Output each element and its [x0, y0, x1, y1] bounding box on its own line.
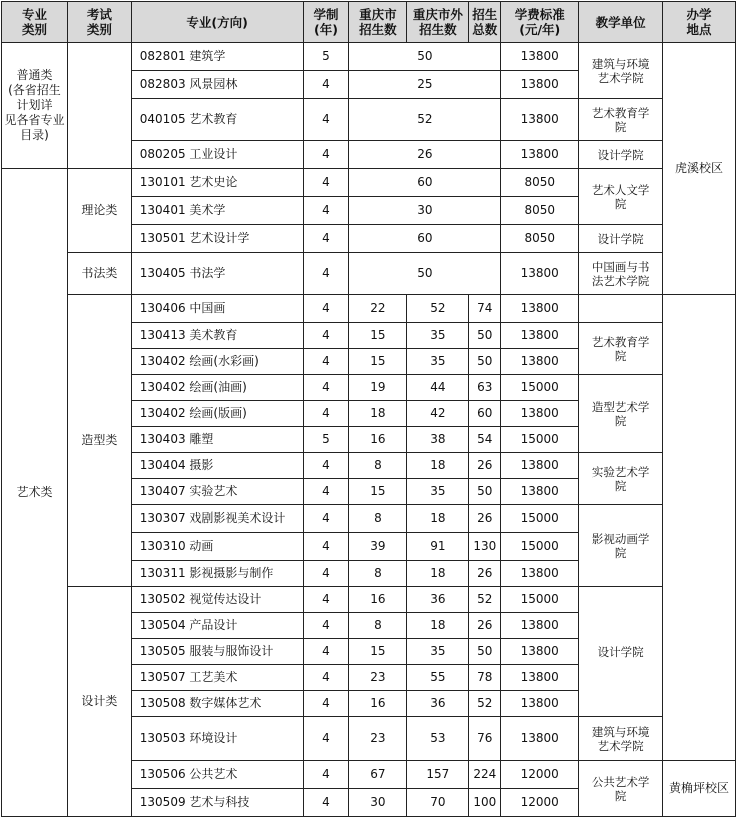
header-exam: 考试 类别 [67, 2, 131, 43]
outside-count-cell: 36 [407, 691, 469, 717]
major-cell: 130503 环境设计 [131, 717, 303, 761]
cq-count-cell: 19 [349, 375, 407, 401]
major-cell: 080205 工业设计 [131, 141, 303, 169]
years-cell: 4 [303, 225, 349, 253]
major-cell: 130311 影视摄影与制作 [131, 561, 303, 587]
campus-huangjueping: 黄桷坪校区 [663, 761, 736, 817]
total-count-cell: 26 [469, 561, 501, 587]
fee-cell: 13800 [501, 665, 579, 691]
cq-count-cell: 30 [349, 789, 407, 817]
cq-count-cell: 23 [349, 717, 407, 761]
fee-cell: 13800 [501, 639, 579, 665]
total-count-cell: 63 [469, 375, 501, 401]
outside-count-cell: 70 [407, 789, 469, 817]
total-count-cell: 76 [469, 717, 501, 761]
major-cell: 130307 戏剧影视美术设计 [131, 505, 303, 533]
enrollment-merged-cell: 30 [349, 197, 501, 225]
years-cell: 4 [303, 295, 349, 323]
years-cell: 4 [303, 665, 349, 691]
table-row [2, 253, 736, 295]
exam-theory: 理论类 [67, 169, 131, 253]
years-cell: 4 [303, 533, 349, 561]
cq-count-cell: 23 [349, 665, 407, 691]
fee-cell: 13800 [501, 691, 579, 717]
major-cell: 130403 雕塑 [131, 427, 303, 453]
years-cell: 4 [303, 349, 349, 375]
outside-count-cell: 55 [407, 665, 469, 691]
fee-cell: 13800 [501, 295, 579, 323]
fee-cell: 13800 [501, 141, 579, 169]
outside-count-cell: 52 [407, 295, 469, 323]
outside-count-cell: 18 [407, 561, 469, 587]
header-major: 专业(方向) [131, 2, 303, 43]
cq-count-cell: 15 [349, 639, 407, 665]
major-cell: 130509 艺术与科技 [131, 789, 303, 817]
unit-cell: 实验艺术学 院 [579, 453, 663, 505]
cq-count-cell: 15 [349, 479, 407, 505]
header-category: 专业 类别 [2, 2, 68, 43]
major-cell: 130402 绘画(水彩画) [131, 349, 303, 375]
fee-cell: 13800 [501, 453, 579, 479]
fee-cell: 13800 [501, 71, 579, 99]
total-count-cell: 50 [469, 479, 501, 505]
total-count-cell: 60 [469, 401, 501, 427]
years-cell: 4 [303, 613, 349, 639]
fee-cell: 13800 [501, 613, 579, 639]
enrollment-merged-cell: 26 [349, 141, 501, 169]
major-cell: 130413 美术教育 [131, 323, 303, 349]
total-count-cell: 26 [469, 453, 501, 479]
fee-cell: 15000 [501, 505, 579, 533]
cq-count-cell: 8 [349, 453, 407, 479]
cq-count-cell: 15 [349, 323, 407, 349]
fee-cell: 8050 [501, 225, 579, 253]
campus-empty [663, 295, 736, 761]
unit-cell: 艺术人文学 院 [579, 169, 663, 225]
fee-cell: 15000 [501, 427, 579, 453]
table-row [2, 43, 736, 71]
campus-huxi: 虎溪校区 [663, 43, 736, 295]
header-total: 招生 总数 [469, 2, 501, 43]
years-cell: 4 [303, 479, 349, 505]
fee-cell: 8050 [501, 197, 579, 225]
major-cell: 130506 公共艺术 [131, 761, 303, 789]
major-cell: 130101 艺术史论 [131, 169, 303, 197]
outside-count-cell: 157 [407, 761, 469, 789]
fee-cell: 13800 [501, 253, 579, 295]
fee-cell: 12000 [501, 761, 579, 789]
years-cell: 4 [303, 453, 349, 479]
years-cell: 4 [303, 71, 349, 99]
total-count-cell: 26 [469, 505, 501, 533]
outside-count-cell: 18 [407, 453, 469, 479]
outside-count-cell: 35 [407, 639, 469, 665]
total-count-cell: 50 [469, 639, 501, 665]
total-count-cell: 100 [469, 789, 501, 817]
fee-cell: 15000 [501, 375, 579, 401]
major-cell: 040105 艺术教育 [131, 99, 303, 141]
exam-empty [67, 43, 131, 169]
years-cell: 4 [303, 253, 349, 295]
fee-cell: 13800 [501, 401, 579, 427]
years-cell: 4 [303, 375, 349, 401]
outside-count-cell: 44 [407, 375, 469, 401]
exam-calligraphy: 书法类 [67, 253, 131, 295]
years-cell: 4 [303, 691, 349, 717]
category-art: 艺术类 [2, 169, 68, 817]
unit-cell [579, 295, 663, 323]
years-cell: 4 [303, 323, 349, 349]
exam-design: 设计类 [67, 587, 131, 817]
outside-count-cell: 53 [407, 717, 469, 761]
years-cell: 5 [303, 427, 349, 453]
major-cell: 130310 动画 [131, 533, 303, 561]
header-cq: 重庆市 招生数 [349, 2, 407, 43]
years-cell: 5 [303, 43, 349, 71]
years-cell: 4 [303, 169, 349, 197]
outside-count-cell: 18 [407, 505, 469, 533]
fee-cell: 13800 [501, 43, 579, 71]
total-count-cell: 130 [469, 533, 501, 561]
unit-cell: 造型艺术学 院 [579, 375, 663, 453]
major-cell: 130406 中国画 [131, 295, 303, 323]
total-count-cell: 52 [469, 587, 501, 613]
major-cell: 130501 艺术设计学 [131, 225, 303, 253]
outside-count-cell: 35 [407, 323, 469, 349]
table-row [2, 169, 736, 197]
cq-count-cell: 67 [349, 761, 407, 789]
cq-count-cell: 15 [349, 349, 407, 375]
header-fee: 学费标准 (元/年) [501, 2, 579, 43]
years-cell: 4 [303, 141, 349, 169]
major-cell: 130504 产品设计 [131, 613, 303, 639]
major-cell: 130404 摄影 [131, 453, 303, 479]
enrollment-merged-cell: 60 [349, 225, 501, 253]
cq-count-cell: 39 [349, 533, 407, 561]
fee-cell: 15000 [501, 587, 579, 613]
unit-cell: 中国画与书 法艺术学院 [579, 253, 663, 295]
header-row [2, 2, 736, 43]
cq-count-cell: 8 [349, 613, 407, 639]
major-cell: 130508 数字媒体艺术 [131, 691, 303, 717]
table-row [2, 587, 736, 613]
fee-cell: 13800 [501, 99, 579, 141]
years-cell: 4 [303, 561, 349, 587]
outside-count-cell: 18 [407, 613, 469, 639]
unit-cell: 建筑与环境 艺术学院 [579, 717, 663, 761]
fee-cell: 13800 [501, 323, 579, 349]
outside-count-cell: 91 [407, 533, 469, 561]
fee-cell: 13800 [501, 349, 579, 375]
years-cell: 4 [303, 761, 349, 789]
outside-count-cell: 35 [407, 349, 469, 375]
cq-count-cell: 16 [349, 427, 407, 453]
cq-count-cell: 16 [349, 587, 407, 613]
outside-count-cell: 35 [407, 479, 469, 505]
cq-count-cell: 16 [349, 691, 407, 717]
total-count-cell: 52 [469, 691, 501, 717]
major-cell: 130401 美术学 [131, 197, 303, 225]
outside-count-cell: 42 [407, 401, 469, 427]
total-count-cell: 224 [469, 761, 501, 789]
total-count-cell: 78 [469, 665, 501, 691]
enrollment-merged-cell: 50 [349, 43, 501, 71]
fee-cell: 13800 [501, 717, 579, 761]
major-cell: 130405 书法学 [131, 253, 303, 295]
header-outside: 重庆市外 招生数 [407, 2, 469, 43]
years-cell: 4 [303, 587, 349, 613]
years-cell: 4 [303, 789, 349, 817]
total-count-cell: 26 [469, 613, 501, 639]
outside-count-cell: 38 [407, 427, 469, 453]
unit-cell: 设计学院 [579, 141, 663, 169]
major-cell: 130407 实验艺术 [131, 479, 303, 505]
enrollment-merged-cell: 60 [349, 169, 501, 197]
years-cell: 4 [303, 197, 349, 225]
cq-count-cell: 8 [349, 505, 407, 533]
total-count-cell: 50 [469, 323, 501, 349]
outside-count-cell: 36 [407, 587, 469, 613]
major-cell: 130502 视觉传达设计 [131, 587, 303, 613]
unit-cell: 公共艺术学 院 [579, 761, 663, 817]
cq-count-cell: 22 [349, 295, 407, 323]
enrollment-merged-cell: 25 [349, 71, 501, 99]
years-cell: 4 [303, 505, 349, 533]
years-cell: 4 [303, 99, 349, 141]
unit-cell: 设计学院 [579, 587, 663, 717]
fee-cell: 15000 [501, 533, 579, 561]
major-cell: 130507 工艺美术 [131, 665, 303, 691]
cq-count-cell: 18 [349, 401, 407, 427]
unit-cell: 艺术教育学 院 [579, 99, 663, 141]
major-cell: 082803 风景园林 [131, 71, 303, 99]
major-cell: 082801 建筑学 [131, 43, 303, 71]
cq-count-cell: 8 [349, 561, 407, 587]
major-cell: 130402 绘画(版画) [131, 401, 303, 427]
header-years: 学制 (年) [303, 2, 349, 43]
unit-cell: 建筑与环境 艺术学院 [579, 43, 663, 99]
table-row [2, 295, 736, 323]
header-campus: 办学 地点 [663, 2, 736, 43]
category-general: 普通类 (各省招生计划详 见各省专业目录) [2, 43, 68, 169]
years-cell: 4 [303, 639, 349, 665]
major-cell: 130402 绘画(油画) [131, 375, 303, 401]
unit-cell: 设计学院 [579, 225, 663, 253]
fee-cell: 12000 [501, 789, 579, 817]
years-cell: 4 [303, 401, 349, 427]
enrollment-merged-cell: 50 [349, 253, 501, 295]
fee-cell: 13800 [501, 561, 579, 587]
enrollment-merged-cell: 52 [349, 99, 501, 141]
unit-cell: 影视动画学 院 [579, 505, 663, 587]
years-cell: 4 [303, 717, 349, 761]
fee-cell: 8050 [501, 169, 579, 197]
fee-cell: 13800 [501, 479, 579, 505]
major-cell: 130505 服装与服饰设计 [131, 639, 303, 665]
enrollment-table [1, 1, 736, 817]
unit-cell: 艺术教育学 院 [579, 323, 663, 375]
total-count-cell: 54 [469, 427, 501, 453]
total-count-cell: 50 [469, 349, 501, 375]
header-unit: 教学单位 [579, 2, 663, 43]
exam-modeling: 造型类 [67, 295, 131, 587]
total-count-cell: 74 [469, 295, 501, 323]
